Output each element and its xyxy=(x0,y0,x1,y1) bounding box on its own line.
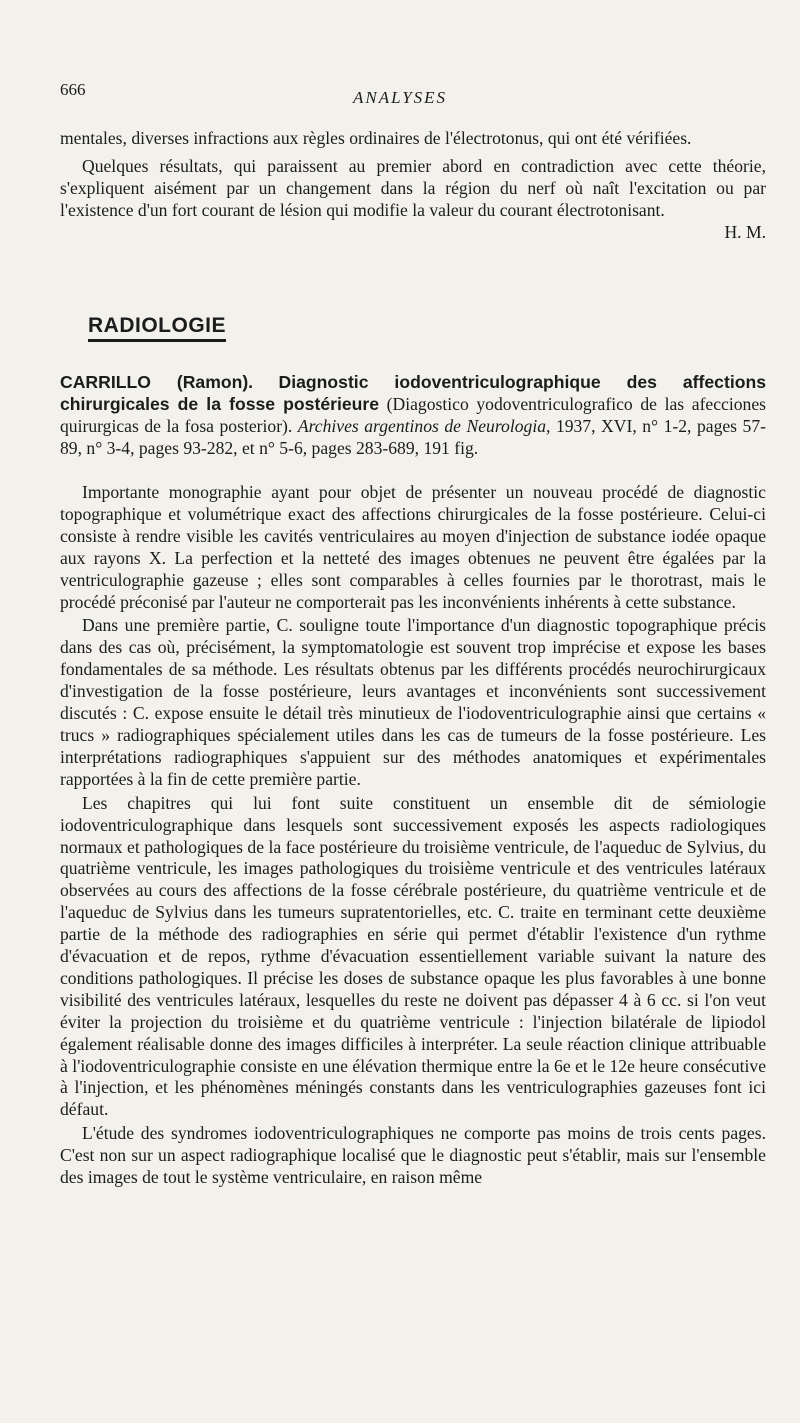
entry-journal: Archives argentinos de Neurologia, xyxy=(297,415,551,436)
intro-paragraph-1: mentales, diverses infractions aux règles ordinaires de l'électrotonus, qui ont été vérifiées. xyxy=(60,128,692,148)
section-title: RADIOLOGIE xyxy=(88,314,226,342)
entry-details: 1937, XVI, n° 1-2, pages 57-89, n° 3-4, pages 93-282, et n° 5-6, pages 283-689, 191 fig. xyxy=(60,415,766,458)
signature: H. M. xyxy=(724,221,766,242)
bibliographic-entry xyxy=(60,372,766,460)
paragraph-3: Les chapitres qui lui font suite constituent un ensemble dit de sémiologie iodoventriculographique dans lesquels sont successivement exposés les aspects radiologiques normaux et pathologiques de la face postérieure du troisième ventricule, de l'aqueduc de Sylvius, du quatrième ventricule, les images pathologiques du troisième ventricule et des ventricules latéraux observées au cours des affections de la fosse cérébrale postérieure, du quatrième ventricule et de l'aqueduc de Sylvius dans les tumeurs supratentorielles, etc. C. traite en terminant cette deuxième partie de la méthode des radiographies en série qui permet d'établir l'existence d'un rythme d'évacuation et de repos, rythme d'évacuation essentiellement variable suivant la nature des conditions pathologiques. Il précise les doses de substance opaque les plus favorables à une bonne visibilité des ventricules latéraux, lesquelles du reste ne doivent pas dépasser 4 à 6 cc. si l'on veut éviter la projection du troisième et du quatrième ventricule : l'injection bilatérale de lipiodol également réalisable donne des images difficiles à interpréter. La seule réaction clinique attribuable à l'iodoventriculographie consiste en une élévation thermique entre la 6e et le 12e heure consécutive à l'injection, et les phénomènes méningés constants dans les ventriculographies gazeuses font ici défaut. xyxy=(60,792,766,1120)
paragraph-1: Importante monographie ayant pour objet de présenter un nouveau procédé de diagnostic topographique et volumétrique exact des affections chirurgicales de la fosse postérieure. Celui-ci consiste à rendre visible les cavités ventriculaires au moyen d'injection de substance iodée opaque aux rayons X. La perfection et la netteté des images obtenues ne peuvent être égalées par la ventriculographie gazeuse ; elles sont comparables à celles fournies par le thorotrast, mais le procédé préconisé par l'auteur ne comporterait pas les inconvénients inhérents à cette substance. xyxy=(60,482,766,612)
entry-title: Diagnostic iodoventriculographique des affections chirurgicales de la fosse postérieure xyxy=(60,372,766,414)
intro-block xyxy=(60,128,766,244)
page-number: 666 xyxy=(60,80,86,99)
paragraph-4: L'étude des syndromes iodoventriculographiques ne comporte pas moins de trois cents pages. C'est non sur un aspect radiographique localisé que le diagnostic peut s'établir, mais sur l'ensemble des images de tout le système ventriculaire, en raison même xyxy=(60,1123,766,1188)
entry-original-title: (Diagostico yodoventriculografico de las afecciones quirurgicas de la fosa posterior). xyxy=(60,393,766,436)
running-title: ANALYSES xyxy=(352,88,448,107)
entry-author: CARRILLO (Ramon). xyxy=(60,372,254,392)
paragraph-2: Dans une première partie, C. souligne toute l'importance d'un diagnostic topographique précis dans des cas où, précisément, la symptomatologie est souvent trop imprécise et expose les bases fondamentales de sa méthode. Les résultats obtenus par les différents procédés neurochirurgicaux d'investigation de la fosse postérieure, leurs avantages et inconvénients sont successivement discutés : C. expose ensuite le détail très minutieux de l'iodoventriculographie ainsi que certains « trucs » radiographiques spécialement utiles dans les cas de tumeurs de la fosse postérieure. Les interprétations radiographiques s'appuient sur des méthodes anatomiques et expérimentales rapportées à la fin de cette première partie. xyxy=(60,615,766,789)
intro-paragraph-2: Quelques résultats, qui paraissent au premier abord en contradiction avec cette théorie, s'expliquent aisément par un changement dans la région du nerf où naît l'excitation ou par l'existence d'un fort courant de lésion qui modifie la valeur du courant électrotonisant. xyxy=(60,155,766,220)
abstract-body xyxy=(60,482,766,1191)
